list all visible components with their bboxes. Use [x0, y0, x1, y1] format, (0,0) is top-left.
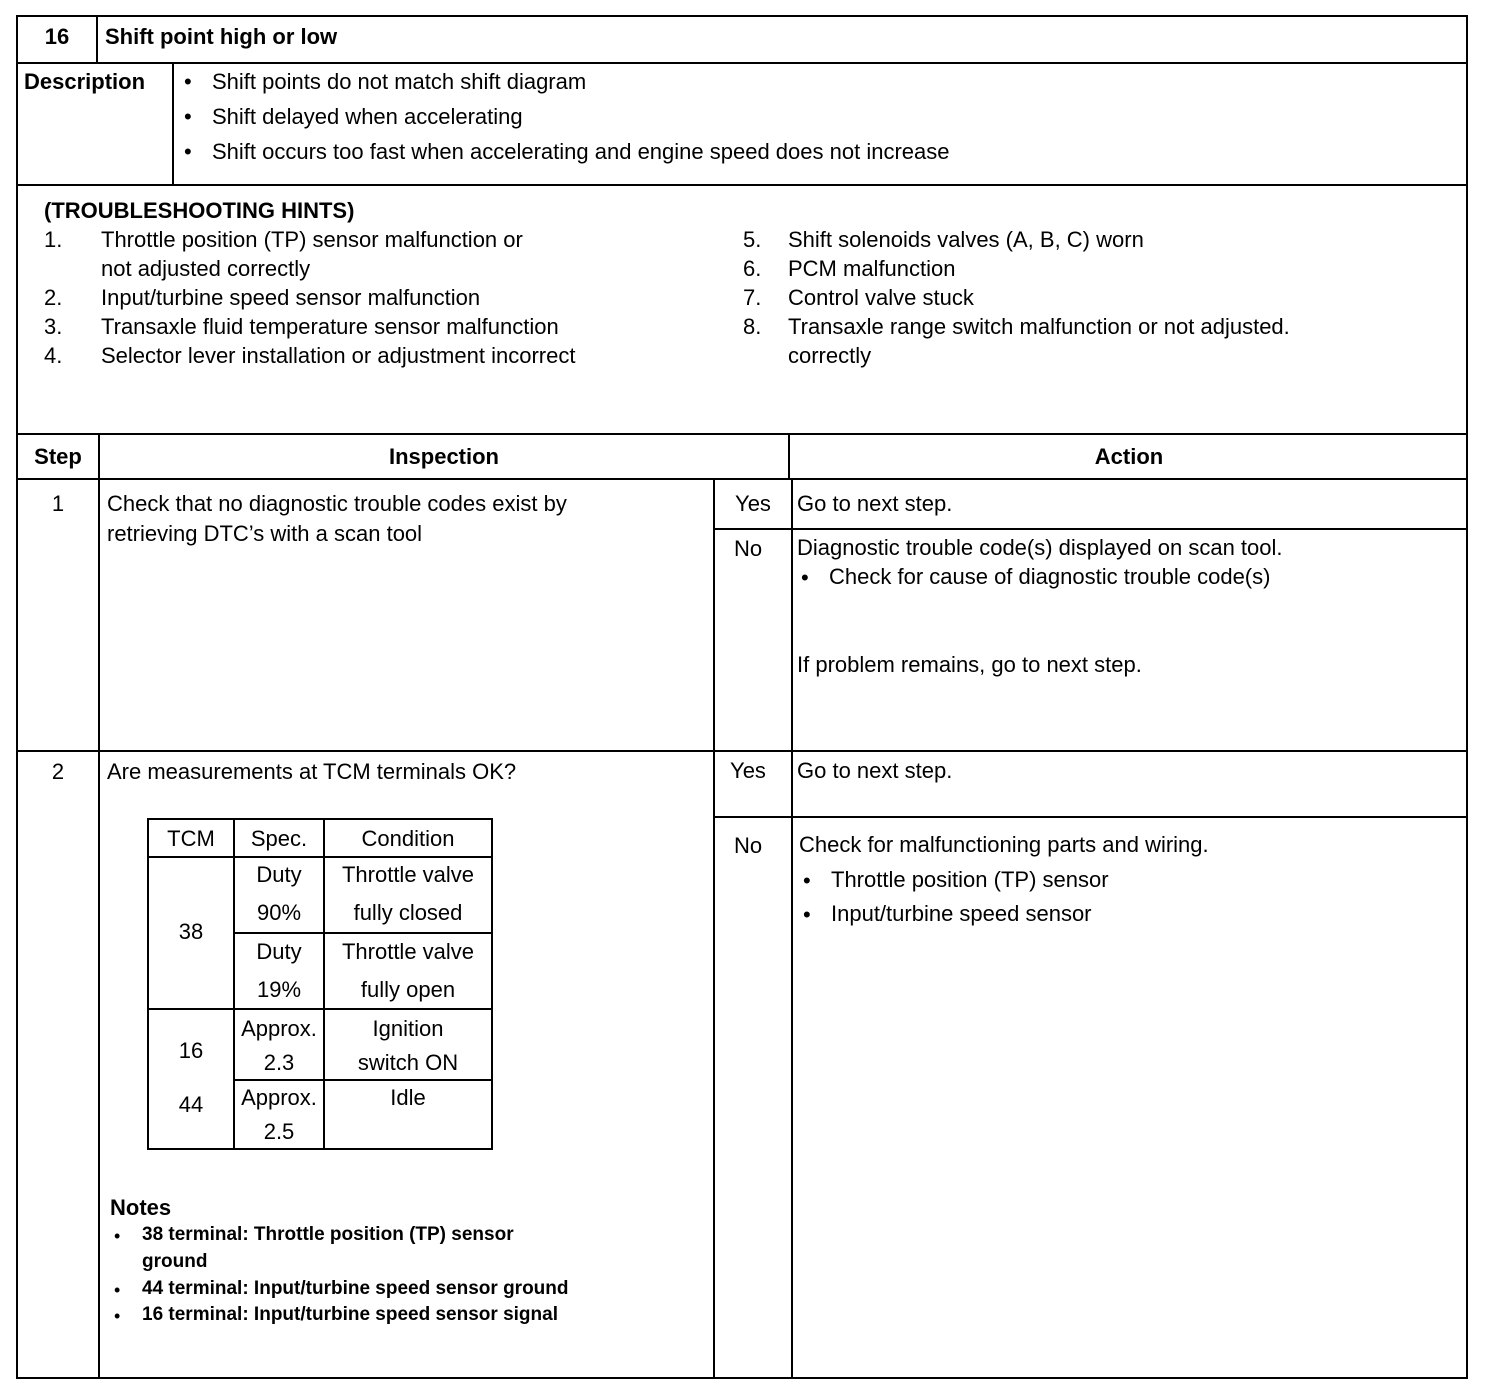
hint-text: PCM malfunction	[788, 256, 956, 281]
no-action-bullet: Check for cause of diagnostic trouble code(s)	[829, 564, 1271, 589]
spec-condition: Ignition	[372, 1016, 444, 1041]
spec-condition: fully closed	[353, 900, 463, 925]
no-action-bullet: Input/turbine speed sensor	[831, 901, 1092, 926]
step-inspection-text: Are measurements at TCM terminals OK?	[107, 759, 517, 784]
spec-value: Duty	[256, 939, 302, 964]
no-label: No	[733, 536, 763, 561]
col-header-bottom-line	[16, 478, 1468, 480]
hint-number: 7.	[743, 285, 762, 310]
note-item: 44 terminal: Input/turbine speed sensor ground	[142, 1278, 569, 1299]
yes-label: Yes	[735, 491, 771, 516]
bullet-icon: •	[184, 139, 192, 164]
hint-number: 8.	[743, 314, 762, 339]
bullet-icon: •	[114, 1280, 121, 1300]
step-number: 1	[51, 491, 65, 516]
hint-number: 3.	[44, 314, 63, 339]
spec-value: Approx.	[241, 1085, 317, 1110]
column-header-inspection: Inspection	[388, 444, 499, 469]
yesno-col-left	[713, 479, 715, 1379]
spec-value: Duty	[256, 862, 302, 887]
yesno-col-right	[791, 479, 793, 1379]
no-label: No	[733, 833, 763, 858]
note-item: 38 terminal: Throttle position (TP) sensor	[142, 1224, 514, 1245]
hint-number: 1.	[44, 227, 63, 252]
description-item: Shift occurs too fast when accelerating and engine speed does not increase	[212, 139, 950, 164]
note-item: ground	[142, 1251, 208, 1272]
bullet-icon: •	[114, 1226, 121, 1246]
spec-condition: fully open	[360, 977, 456, 1002]
hint-text: correctly	[788, 343, 872, 368]
spec-value: Approx.	[241, 1016, 317, 1041]
spec-tcm-value: 38	[178, 919, 204, 944]
hint-text: Input/turbine speed sensor malfunction	[101, 285, 481, 310]
spec-value: 2.5	[263, 1119, 295, 1144]
hint-number: 5.	[743, 227, 762, 252]
bullet-icon: •	[184, 104, 192, 129]
bullet-icon: •	[114, 1306, 121, 1326]
bullet-icon: •	[801, 565, 809, 590]
step-inspection-text: retrieving DTC’s with a scan tool	[107, 521, 423, 546]
hint-number: 2.	[44, 285, 63, 310]
yes-action: Go to next step.	[797, 758, 953, 783]
spec-value: 2.3	[263, 1050, 295, 1075]
bullet-icon: •	[803, 902, 811, 927]
step1-bottom-line	[16, 750, 1468, 752]
step-col-divider	[98, 434, 100, 1379]
spec-tcm-value: 16	[178, 1038, 204, 1063]
hint-text: Throttle position (TP) sensor malfunction or	[101, 227, 523, 252]
yes-action: Go to next step.	[797, 491, 953, 516]
description-item: Shift points do not match shift diagram	[212, 69, 587, 94]
hint-number: 4.	[44, 343, 63, 368]
description-item: Shift delayed when accelerating	[212, 104, 523, 129]
spec-header-condition: Condition	[361, 826, 455, 851]
tcm-spec-table	[147, 818, 493, 1150]
spec-condition: Throttle valve	[341, 939, 475, 964]
spec-condition: Idle	[390, 1085, 426, 1110]
header-divider-v	[96, 15, 98, 63]
no-action-head: Check for malfunctioning parts and wiring.	[799, 832, 1209, 857]
spec-header-spec: Spec.	[250, 826, 308, 851]
no-action-tail: If problem remains, go to next step.	[797, 652, 1142, 677]
bullet-icon: •	[803, 868, 811, 893]
no-action-head: Diagnostic trouble code(s) displayed on scan tool.	[797, 535, 1283, 560]
spec-tcm-value: 44	[178, 1092, 204, 1117]
note-item: 16 terminal: Input/turbine speed sensor signal	[142, 1304, 558, 1325]
header-bottom-line	[16, 62, 1468, 64]
hint-text: Selector lever installation or adjustment incorrect	[101, 343, 576, 368]
step-number: 2	[51, 759, 65, 784]
hint-text: Transaxle range switch malfunction or not adjusted.	[788, 314, 1290, 339]
spec-value: 19%	[256, 977, 302, 1002]
hint-text: Shift solenoids valves (A, B, C) worn	[788, 227, 1144, 252]
problem-title: Shift point high or low	[105, 24, 338, 49]
hints-bottom-line	[16, 433, 1468, 435]
column-header-step: Step	[34, 444, 82, 469]
hint-text: Control valve stuck	[788, 285, 974, 310]
yes-label: Yes	[730, 758, 766, 783]
hints-heading: (TROUBLESHOOTING HINTS)	[44, 198, 355, 223]
hint-text: Transaxle fluid temperature sensor malfunction	[101, 314, 559, 339]
no-action-bullet: Throttle position (TP) sensor	[831, 867, 1109, 892]
spec-value: 90%	[256, 900, 302, 925]
bullet-icon: •	[184, 69, 192, 94]
spec-condition: Throttle valve	[341, 862, 475, 887]
spec-header-tcm: TCM	[167, 826, 215, 851]
description-bottom-line	[16, 184, 1468, 186]
description-label: Description	[24, 69, 146, 94]
spec-condition: switch ON	[357, 1050, 459, 1075]
hint-text: not adjusted correctly	[101, 256, 311, 281]
column-header-action: Action	[1094, 444, 1164, 469]
notes-title: Notes	[110, 1195, 172, 1220]
description-divider-v	[172, 63, 174, 185]
problem-number: 16	[44, 24, 70, 49]
step2-yes-no-divider	[714, 816, 1468, 818]
step1-yes-no-divider	[714, 528, 1468, 530]
hint-number: 6.	[743, 256, 762, 281]
step-inspection-text: Check that no diagnostic trouble codes exist by	[107, 491, 567, 516]
